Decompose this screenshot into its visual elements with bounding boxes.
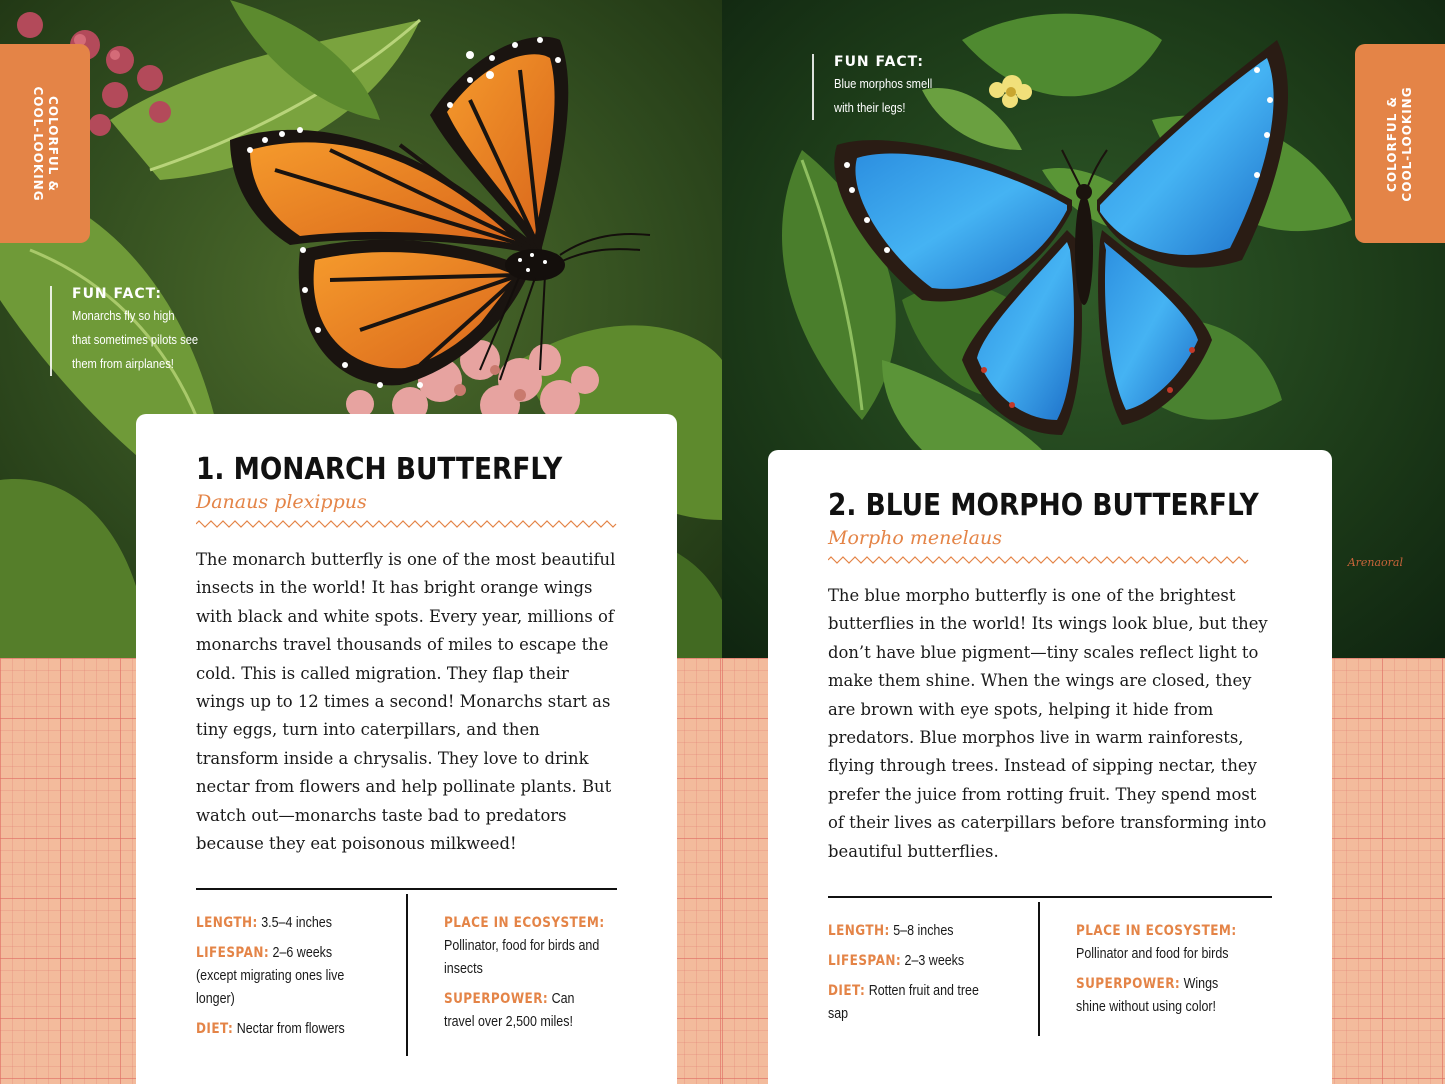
stat-label: LIFESPAN: [828,953,902,969]
category-tab-label [1385,86,1415,201]
stat-value: Can travel over 2,500 miles! [444,991,575,1030]
stat-item [828,920,1028,943]
species-card [768,450,1332,1084]
stat-label: SUPERPOWER: [444,991,549,1007]
stat-value: 2–3 weeks [904,953,965,969]
fun-fact-line: that sometimes pilots see [72,332,199,347]
stats-column-left [196,912,396,1048]
zigzag-divider [196,520,617,528]
stat-item [196,1018,396,1041]
category-tab [1355,44,1445,243]
zigzag-divider [828,556,1249,564]
category-tab-line: COLORFUL & COOL-LOOKING [1385,85,1414,202]
stat-item [1076,973,1276,1019]
fun-fact-title: FUN FACT: [72,286,162,302]
stats-box [828,896,1272,1022]
stats-divider [828,896,1272,898]
fun-fact [50,286,219,376]
stat-label: PLACE IN ECOSYSTEM: [444,915,605,931]
stat-value: 5–8 inches [893,923,954,939]
stat-value: Wings shine without using color! [1076,976,1219,1015]
species-card [136,414,677,1084]
stat-label: DIET: [828,983,866,999]
stat-label: LENGTH: [828,923,890,939]
stat-item [196,912,396,935]
stat-label: SUPERPOWER: [1076,976,1181,992]
stat-label: DIET: [196,1021,234,1037]
stat-item [196,942,396,1011]
artist-signature: Arenaoral [1347,556,1403,569]
stat-value: Pollinator, food for birds and insects [444,938,600,977]
stat-label: LIFESPAN: [196,945,270,961]
stat-label: PLACE IN ECOSYSTEM: [1076,923,1237,939]
right-page [722,0,1445,1084]
stat-value: Rotten fruit and tree sap [828,983,979,1022]
species-title: 2. BLUE MORPHO BUTTERFLY [828,488,1259,523]
stats-column-divider [1038,902,1040,1036]
stat-value: Pollinator and food for birds [1076,946,1229,962]
stat-item [444,988,629,1034]
category-tab-line: COLORFUL & COOL-LOOKING [31,85,60,202]
fun-fact-line: with their legs! [834,100,906,115]
stat-value: 3.5–4 inches [261,915,332,931]
stat-item [828,950,1028,973]
scientific-name: Danaus plexippus [196,491,367,513]
stat-value: 2–6 weeks (except migrating ones live longer) [196,945,345,1007]
species-title: 1. MONARCH BUTTERFLY [196,452,563,487]
stats-column-left [828,920,1028,1033]
fun-fact-line: Monarchs fly so high [72,308,175,323]
stats-box [196,888,617,1037]
category-tab [0,44,90,243]
category-tab-label [30,86,60,201]
stat-item [1076,920,1276,966]
stats-column-right [1076,920,1276,1026]
stat-label: LENGTH: [196,915,258,931]
species-description: The blue morpho butterfly is one of the brightest butterflies in the world! Its wings look blue, but they don’t have blue pigment—tiny scales reflect light to make them shine. When the wings are closed, they are brown with eye spots, helping it hide from predators. Blue morphos live in warm rainforests, flying through trees. Instead of sipping nectar, they prefer the juice from rotting fruit. They spend most of their lives as caterpillars before transforming into beautiful butterflies. [828,586,1268,861]
fun-fact [812,54,948,120]
scientific-name: Morpho menelaus [828,527,1002,549]
stats-column-right [444,912,629,1041]
stats-column-divider [406,894,408,1056]
fun-fact-line: them from airplanes! [72,356,174,371]
species-description: The monarch butterfly is one of the most beautiful insects in the world! It has bright orange wings with black and white spots. Every year, millions of monarchs travel thousands of miles to escape the cold. This is called migration. They flap their wings up to 12 times a second! Monarchs start as tiny eggs, turn into caterpillars, and then transform inside a chrysalis. They love to drink nectar from flowers and help pollinate plants. But watch out—monarchs taste bad to predators because they eat poisonous milkweed! [196,550,616,854]
fun-fact-line: Blue morphos smell [834,76,933,91]
stat-item [828,980,1028,1026]
stats-divider [196,888,617,890]
stat-item [444,912,629,981]
left-page [0,0,722,1084]
fun-fact-title: FUN FACT: [834,54,924,70]
stat-value: Nectar from flowers [236,1021,345,1037]
